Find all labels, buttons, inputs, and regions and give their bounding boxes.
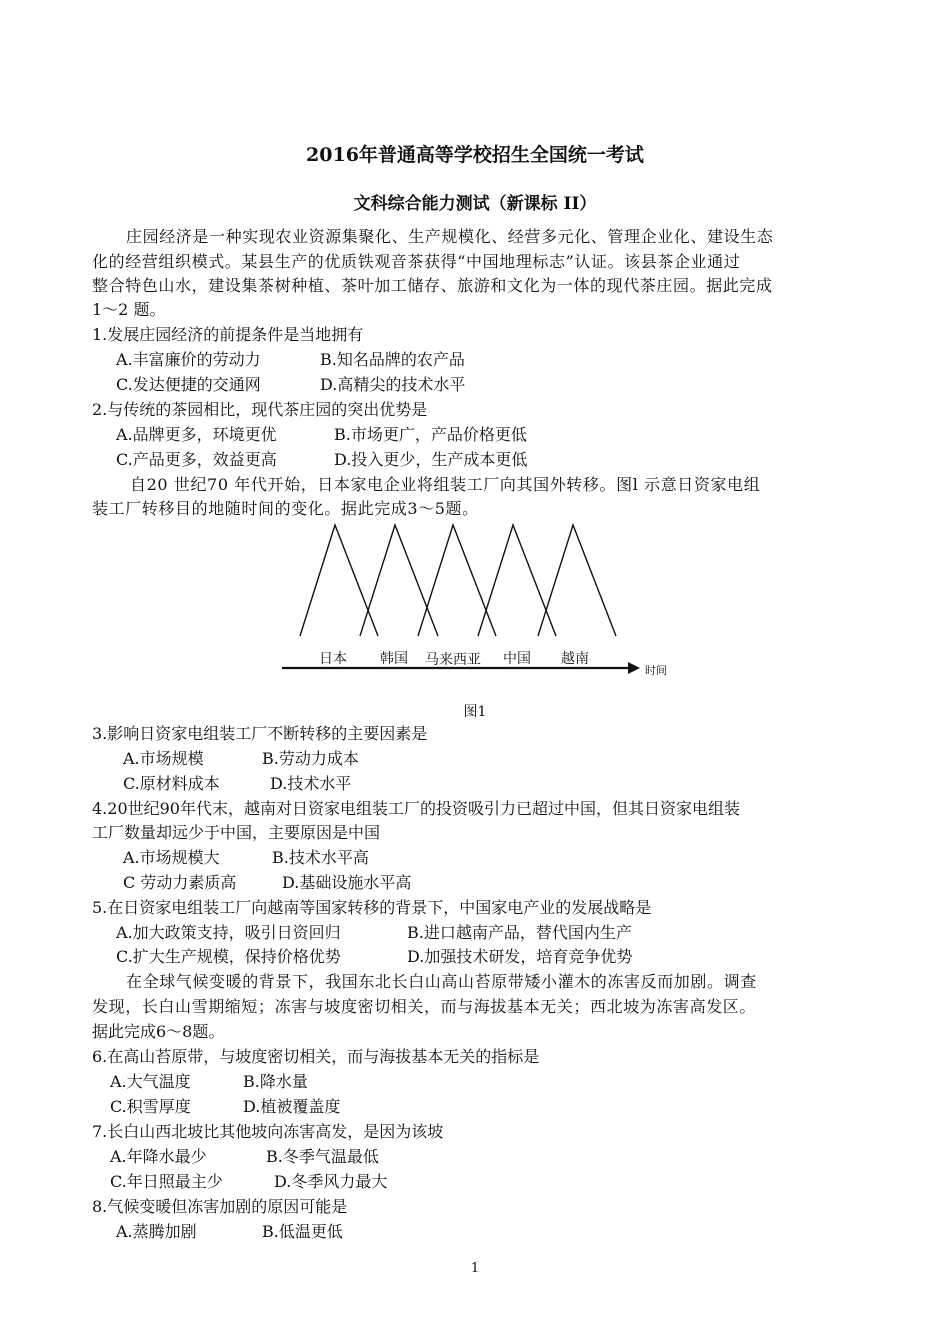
question-1-option-c: C.发达便捷的交通网 (116, 375, 261, 394)
question-3-option-b: B.劳动力成本 (262, 749, 359, 768)
country-label: 越南 (561, 651, 589, 667)
question-2-option-c: C.产品更多，效益更高 (116, 450, 277, 469)
question-8-option-a: A.蒸腾加剧 (116, 1222, 197, 1241)
figure-1-diagram (0, 515, 950, 695)
passage2-line: 装工厂转移目的地随时间的变化。据此完成3～5题。 (92, 499, 479, 518)
question-3-option-d: D.技术水平 (270, 774, 352, 793)
question-7-option-c: C.年日照最主少 (110, 1172, 223, 1191)
question-2-option-d: D.投入更少，生产成本更低 (334, 450, 528, 469)
passage3-line: 据此完成6～8题。 (92, 1022, 225, 1041)
passage2-line: 自20 世纪70 年代开始，日本家电企业将组装工厂向其国外转移。图l 示意日资家电组 (130, 475, 761, 494)
question-7-option-b: B.冬季气温最低 (266, 1147, 379, 1166)
axis-label: 时间 (645, 664, 667, 677)
question-4-stem: 工厂数量却远少于中国，主要原因是中国 (92, 823, 381, 842)
page-number: 1 (470, 1261, 480, 1276)
question-3-option-a: A.市场规模 (123, 749, 204, 768)
question-1-option-b: B.知名品牌的农产品 (320, 350, 465, 369)
question-3-option-c: C.原材料成本 (123, 774, 220, 793)
question-6-option-a: A.大气温度 (110, 1072, 191, 1091)
question-5-option-d: D.加强技术研发，培育竞争优势 (407, 947, 633, 966)
question-5-option-b: B.进口越南产品，替代国内生产 (407, 923, 632, 942)
question-6-option-d: D.植被覆盖度 (243, 1097, 341, 1116)
question-6-option-c: C.积雪厚度 (110, 1097, 191, 1116)
question-2-option-b: B.市场更广，产品价格更低 (334, 425, 527, 444)
question-3-stem: 3.影响日资家电组装工厂不断转移的主要因素是 (92, 724, 428, 743)
country-label: 韩国 (380, 651, 408, 667)
country-label: 中国 (503, 651, 531, 667)
question-1-option-a: A.丰富廉价的劳动力 (116, 350, 261, 369)
country-label: 日本 (319, 651, 347, 667)
country-label: 马来西亚 (425, 652, 481, 668)
question-2-stem: 2.与传统的茶园相比，现代茶庄园的突出优势是 (92, 400, 428, 419)
question-4-option-d: D.基础设施水平高 (282, 873, 412, 892)
question-1-option-d: D.高精尖的技术水平 (320, 375, 466, 394)
question-5-stem: 5.在日资家电组装工厂向越南等国家转移的背景下，中国家电产业的发展战略是 (92, 898, 652, 917)
question-5-option-c: C.扩大生产规模，保持价格优势 (116, 947, 341, 966)
passage1-line: 整合特色山水，建设集茶树种植、茶叶加工储存、旅游和文化为一体的现代茶庄园。据此完成 (92, 276, 773, 295)
exam-subtitle: 文科综合能力测试（新课标 II） (353, 194, 597, 214)
question-4-option-a: A.市场规模大 (123, 848, 220, 867)
question-8-stem: 8.气候变暖但冻害加剧的原因可能是 (92, 1197, 348, 1216)
question-7-stem: 7.长白山西北坡比其他坡向冻害高发，是因为该坡 (92, 1122, 444, 1141)
question-6-option-b: B.降水量 (243, 1072, 308, 1091)
question-4-option-c: C 劳动力素质高 (123, 873, 237, 892)
passage1-line: 1～2 题。 (92, 300, 166, 319)
time-axis-arrow (628, 662, 640, 674)
question-5-option-a: A.加大政策支持，吸引日资回归 (116, 923, 341, 942)
malaysia-peak (418, 525, 496, 636)
question-7-option-a: A.年降水最少 (110, 1147, 207, 1166)
figure-caption: 图1 (463, 704, 487, 720)
question-2-option-a: A.品牌更多，环境更优 (116, 425, 277, 444)
question-8-option-b: B.低温更低 (262, 1222, 343, 1241)
japan-peak (300, 525, 378, 636)
passage1-line: 庄园经济是一种实现农业资源集聚化、生产规模化、经营多元化、管理企业化、建设生态 (126, 227, 774, 246)
question-4-option-b: B.技术水平高 (272, 848, 369, 867)
exam-title: 2016年普通高等学校招生全国统一考试 (306, 144, 644, 166)
question-7-option-d: D.冬季风力最大 (274, 1172, 388, 1191)
passage3-line: 发现，长白山雪期缩短；冻害与坡度密切相关，而与海拔基本无关；西北坡为冻害高发区。 (92, 997, 757, 1016)
passage1-line: 化的经营组织模式。某县生产的优质铁观音茶获得“中国地理标志”认证。该县茶企业通过 (92, 252, 741, 271)
passage3-line: 在全球气候变暖的背景下，我国东北长白山高山苔原带矮小灌木的冻害反而加剧。调查 (126, 972, 757, 991)
question-6-stem: 6.在高山苔原带，与坡度密切相关，而与海拔基本无关的指标是 (92, 1047, 540, 1066)
question-1-stem: 1.发展庄园经济的前提条件是当地拥有 (92, 325, 364, 344)
question-4-stem: 4.20世纪90年代末，越南对日资家电组装工厂的投资吸引力已超过中国，但其日资家电组装 (92, 799, 740, 818)
